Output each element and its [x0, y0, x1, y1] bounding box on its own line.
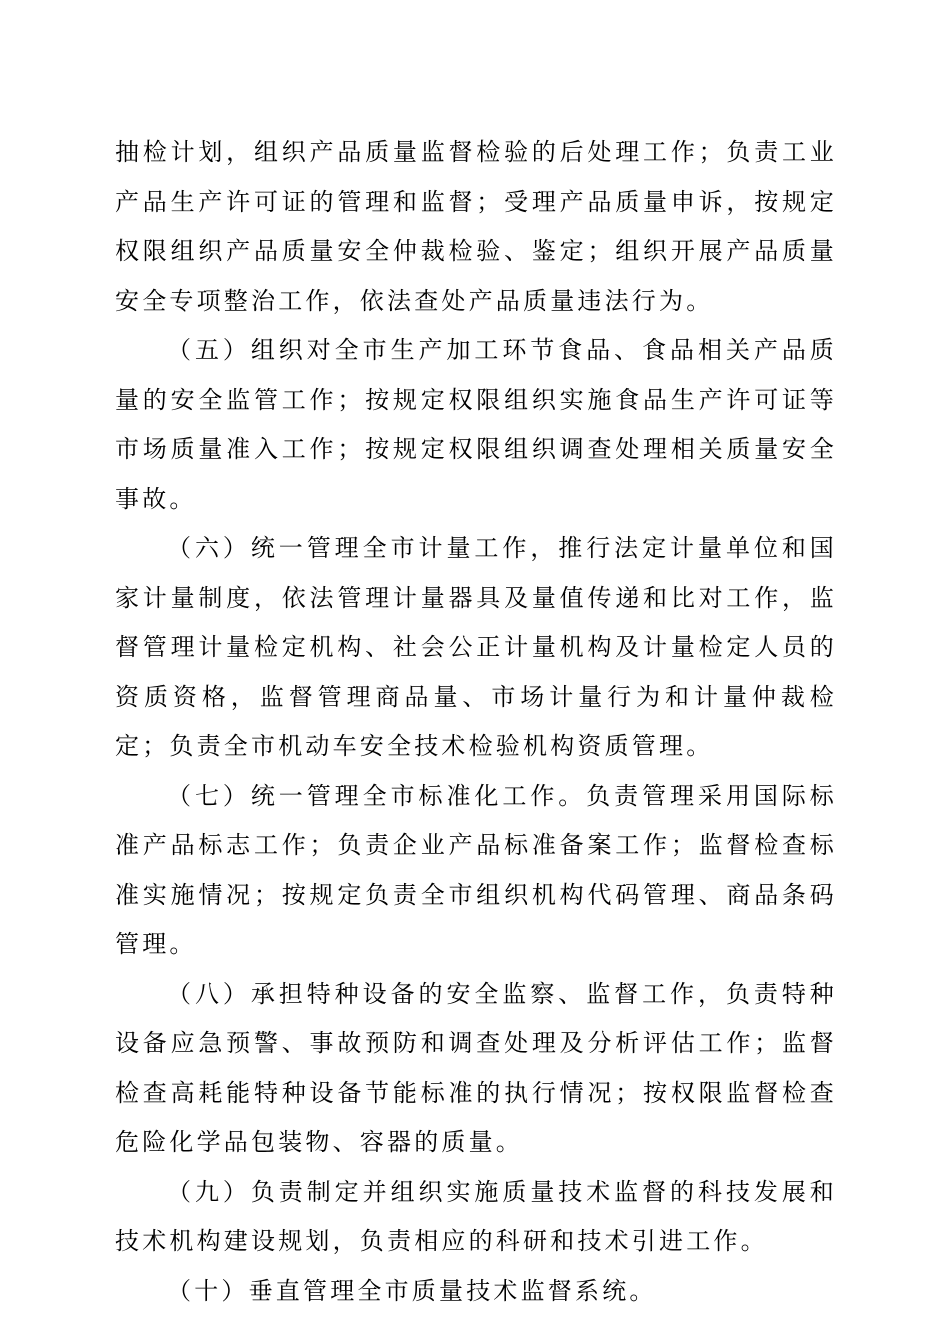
paragraph-item-10: （十）垂直管理全市质量技术监督系统。 [167, 1276, 657, 1305]
paragraph-item-7: （七）统一管理全市标准化工作。负责管理采用国际标准产品标志工作；负责企业产品标准备案工作；监督检查标准实施情况；按规定负责全市组织机构代码管理、商品条码管理。 [115, 781, 837, 958]
document-body [115, 128, 837, 1316]
paragraph-continuation: 抽检计划，组织产品质量监督检验的后处理工作；负责工业产品生产许可证的管理和监督；受理产品质量申诉，按规定权限组织产品质量安全仲裁检验、鉴定；组织开展产品质量安全专项整治工作，依法查处产品质量违法行为。 [115, 138, 837, 315]
paragraph-item-6: （六）统一管理全市计量工作，推行法定计量单位和国家计量制度，依法管理计量器具及量值传递和比对工作，监督管理计量检定机构、社会公正计量机构及计量检定人员的资质资格，监督管理商品量、市场计量行为和计量仲裁检定；负责全市机动车安全技术检验机构资质管理。 [115, 534, 837, 760]
paragraph-item-5: （五）组织对全市生产加工环节食品、食品相关产品质量的安全监管工作；按规定权限组织实施食品生产许可证等市场质量准入工作；按规定权限组织调查处理相关质量安全事故。 [115, 336, 837, 513]
paragraph-item-8: （八）承担特种设备的安全监察、监督工作，负责特种设备应急预警、事故预防和调查处理及分析评估工作；监督检查高耗能特种设备节能标准的执行情况；按权限监督检查危险化学品包装物、容器的质量。 [115, 979, 837, 1156]
paragraph-item-9: （九）负责制定并组织实施质量技术监督的科技发展和技术机构建设规划，负责相应的科研和技术引进工作。 [115, 1177, 837, 1255]
